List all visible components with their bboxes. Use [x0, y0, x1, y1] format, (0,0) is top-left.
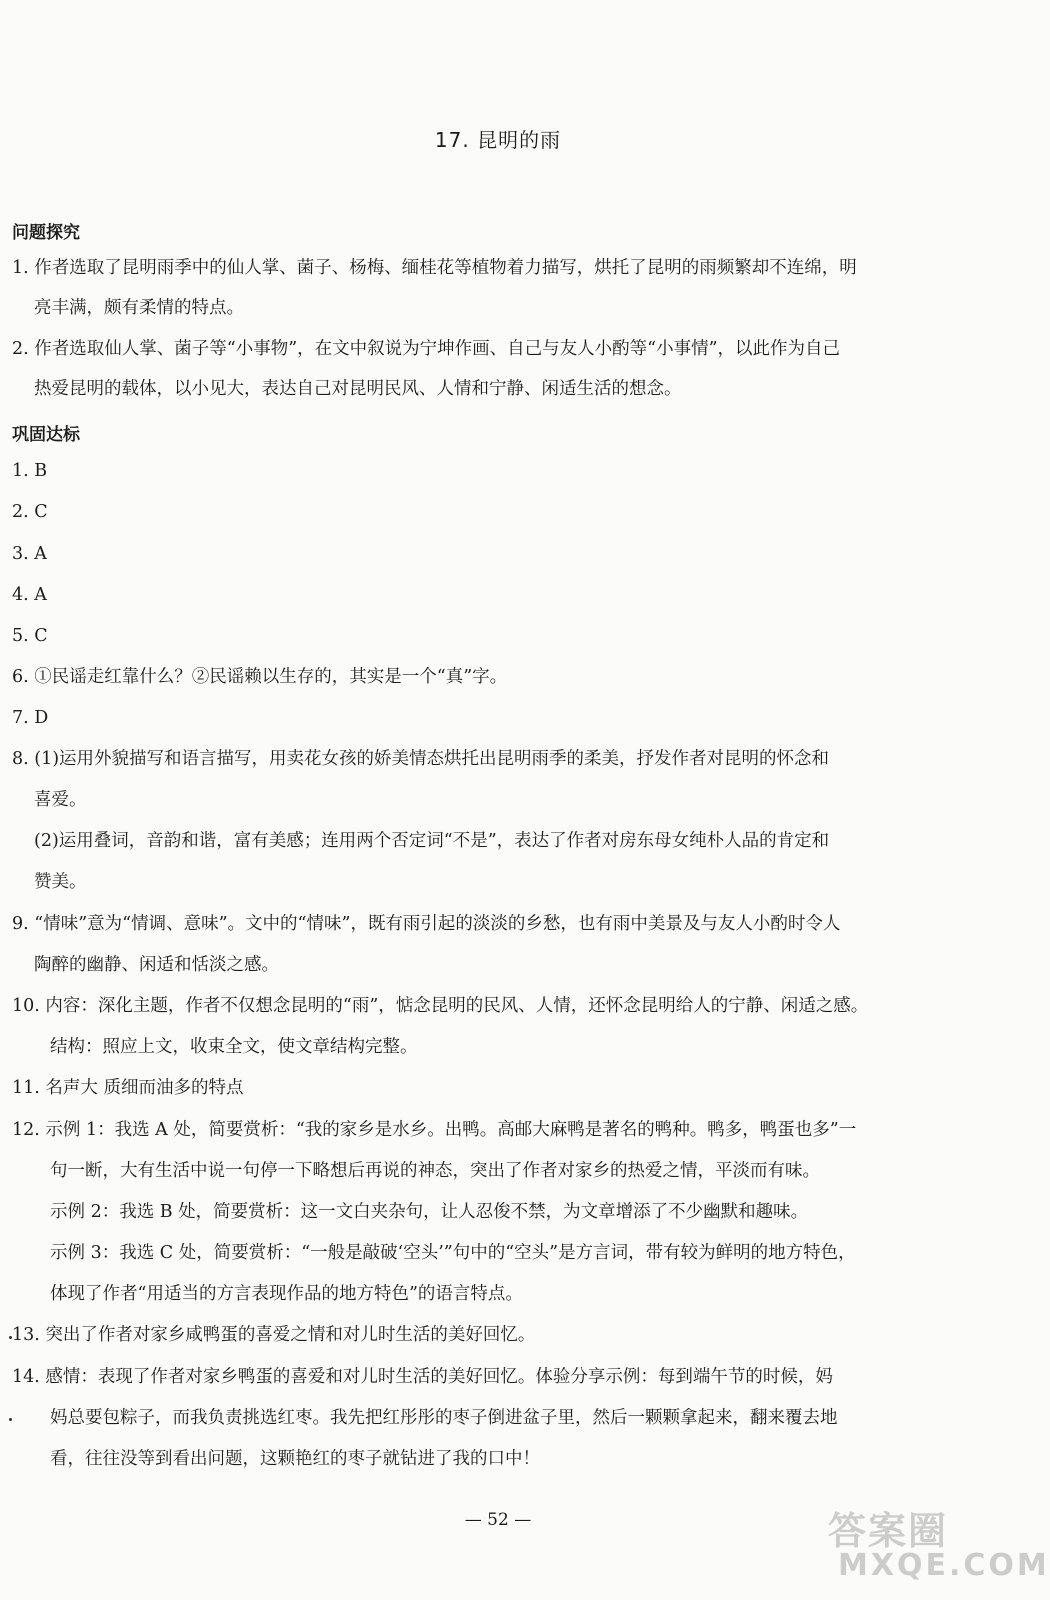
- answer-line: (2)运用叠词，音韵和谐，富有美感；连用两个否定词“不是”，表达了作者对房东母女纯朴人品的肯定和: [34, 831, 830, 851]
- section-heading-gonggu-dabiao: 巩固达标: [12, 425, 80, 445]
- answer-line: 4. A: [12, 585, 47, 605]
- watermark-text-bottom: MXQE.COM: [838, 1548, 1050, 1583]
- answer-line: 体现了作者“用适当的方言表现作品的地方特色”的语言特点。: [50, 1284, 523, 1304]
- answer-line: 7. D: [12, 708, 49, 728]
- answer-line: 10. 内容：深化主题，作者不仅想念昆明的“雨”，惦念昆明的民风、人情，还怀念昆明给人的宁静、闲适之感。: [12, 996, 869, 1016]
- answer-line: 赞美。: [34, 872, 87, 892]
- answer-line: 句一断，大有生活中说一句停一下略想后再说的神态，突出了作者对家乡的热爱之情，平淡而有味。: [50, 1161, 820, 1181]
- answer-line: 喜爱。: [34, 790, 87, 810]
- watermark-text-top: 答案圈: [828, 1509, 949, 1553]
- page-number: — 52 —: [464, 1510, 532, 1530]
- answer-line: 陶醉的幽静、闲适和恬淡之感。: [34, 955, 279, 975]
- answer-line: 2. C: [12, 502, 48, 522]
- scan-speck: [9, 1336, 12, 1339]
- section-heading-wenti-tanjiu: 问题探究: [12, 223, 80, 243]
- answer-line: 1. 作者选取了昆明雨季中的仙人掌、菌子、杨梅、缅桂花等植物着力描写，烘托了昆明的雨频繁却不连绵，明: [12, 258, 857, 278]
- page-title: 17. 昆明的雨: [434, 128, 562, 152]
- answer-line: 热爱昆明的载体，以小见大，表达自己对昆明民风、人情和宁静、闲适生活的想念。: [34, 379, 682, 399]
- answer-line: 看，往往没等到看出问题，这颗艳红的枣子就钻进了我的口中！: [50, 1449, 540, 1469]
- answer-line: 5. C: [12, 626, 48, 646]
- answer-line: 3. A: [12, 544, 47, 564]
- answer-line: 示例 2：我选 B 处，简要赏析：这一文白夹杂句，让人忍俊不禁，为文章增添了不少幽默和趣味。: [50, 1202, 809, 1222]
- answer-line: 11. 名声大 质细而油多的特点: [12, 1078, 244, 1098]
- answer-line: 9. “情味”意为“情调、意味”。文中的“情味”，既有雨引起的淡淡的乡愁，也有雨中美景及与友人小酌时令人: [12, 914, 841, 934]
- answer-line: 结构：照应上文，收束全文，使文章结构完整。: [50, 1037, 418, 1057]
- answer-line: 妈总要包粽子，而我负责挑选红枣。我先把红彤彤的枣子倒进盆子里，然后一颗颗拿起来，翻来覆去地: [50, 1408, 838, 1428]
- answer-line: 2. 作者选取仙人掌、菌子等“小事物”，在文中叙说为宁坤作画、自己与友人小酌等“小事情”，以此作为自己: [12, 339, 841, 359]
- scan-speck: [9, 1418, 12, 1421]
- answer-line: 1. B: [12, 461, 48, 481]
- answer-line: 亮丰满，颇有柔情的特点。: [34, 298, 244, 318]
- answer-line: 14. 感情：表现了作者对家乡鸭蛋的喜爱和对儿时生活的美好回忆。体验分享示例：每到端午节的时候，妈: [12, 1367, 833, 1387]
- answer-line: 13. 突出了作者对家乡咸鸭蛋的喜爱之情和对儿时生活的美好回忆。: [12, 1325, 536, 1345]
- watermark-logo: [808, 1500, 1050, 1590]
- answer-line: 6. ①民谣走红靠什么？②民谣赖以生存的，其实是一个“真”字。: [12, 667, 508, 687]
- answer-line: 8. (1)运用外貌描写和语言描写，用卖花女孩的娇美情态烘托出昆明雨季的柔美，抒发作者对昆明的怀念和: [12, 749, 830, 769]
- answer-line: 12. 示例 1：我选 A 处，简要赏析：“我的家乡是水乡。出鸭。高邮大麻鸭是著名的鸭种。鸭多，鸭蛋也多”一: [12, 1120, 857, 1140]
- answer-line: 示例 3：我选 C 处，简要赏析：“一般是敲破‘空头’”句中的“空头”是方言词，带有较为鲜明的地方特色，: [50, 1243, 856, 1263]
